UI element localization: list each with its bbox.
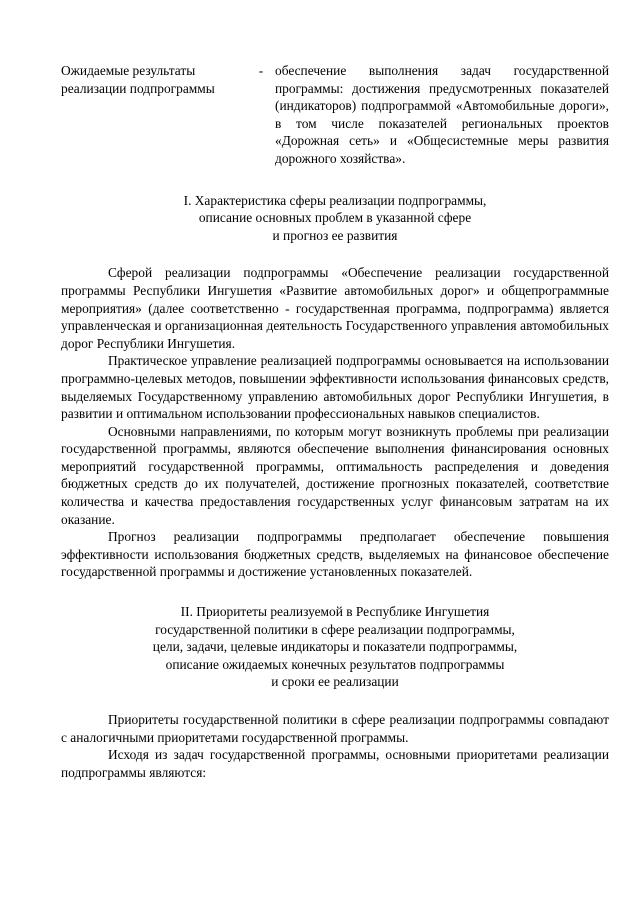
section-1-paragraph: Сферой реализации подпрограммы «Обеспечение реализации государственной программы Республики Ингушетия «Развитие автомобильных дорог» и общепрограммные мероприятия» (далее соответственно - государственная программа, подпрограмма) является управленческая и организационная деятельность Государственного управления автомобильных дорог Республики Ингушетия. — [61, 265, 609, 351]
section-2-body — [61, 711, 609, 781]
expected-results-dash: - — [258, 63, 264, 78]
section-1-heading-line: I. Характеристика сферы реализации подпрограммы, — [183, 192, 487, 208]
section-1-paragraph: Прогноз реализации подпрограммы предполагает обеспечение повышения эффективности использования бюджетных средств, выделяемых на финансовое обеспечение государственной программы и достижение установленных показателей. — [61, 529, 609, 580]
section-2-heading-line: описание ожидаемых конечных результатов подпрограммы — [165, 656, 505, 672]
section-1-paragraph: Основными направлениями, по которым могут возникнуть проблемы при реализации государственной программы, являются обеспечение выполнения финансирования основных мероприятий государственной программы, оптимальность распределения и доведения бюджетных средств до их получателей, достижение прогнозных показателей, соответствие количества и качества предоставления государственных услуг финансовым затратам на их оказание. — [61, 423, 609, 527]
section-2-heading — [61, 603, 609, 691]
section-1-body — [61, 264, 609, 581]
section-1-heading — [61, 192, 609, 245]
section-1-paragraph: Практическое управление реализацией подпрограммы основывается на использовании программно-целевых методов, повышении эффективности использования финансовых средств, выделяемых Государственному управлению автомобильных дорог Республики Ингушетия, в развитии и оптимальном использовании профессиональных навыков специалистов. — [61, 353, 609, 422]
section-2-heading-line: и сроки ее реализации — [271, 674, 399, 690]
section-2-paragraph: Приоритеты государственной политики в сфере реализации подпрограммы совпадают с аналогичными приоритетами государственной программы. — [61, 712, 609, 745]
expected-results-value: обеспечение выполнения задач государственной программы: достижения предусмотренных показателей (индикаторов) подпрограммой «Автомобильные дороги», в том числе показателей региональных проектов «Дорожная сеть» и «Общесистемные меры развития дорожного хозяйства». — [275, 63, 609, 166]
section-1-heading-line: и прогноз ее развития — [272, 227, 398, 243]
expected-results-label: Ожидаемые результаты реализации подпрограммы — [61, 63, 215, 96]
section-1-heading-line: описание основных проблем в указанной сфере — [198, 210, 472, 226]
section-2-heading-line: цели, задачи, целевые индикаторы и показатели подпрограммы, — [152, 639, 518, 655]
expected-results-row — [61, 62, 609, 168]
section-2-paragraph: Исходя из задач государственной программы, основными приоритетами реализации подпрограммы являются: — [61, 747, 609, 780]
section-2-heading-line: государственной политики в сфере реализации подпрограммы, — [155, 621, 515, 637]
document-page — [61, 62, 609, 781]
section-2-heading-line: II. Приоритеты реализуемой в Республике Ингушетия — [180, 604, 490, 620]
